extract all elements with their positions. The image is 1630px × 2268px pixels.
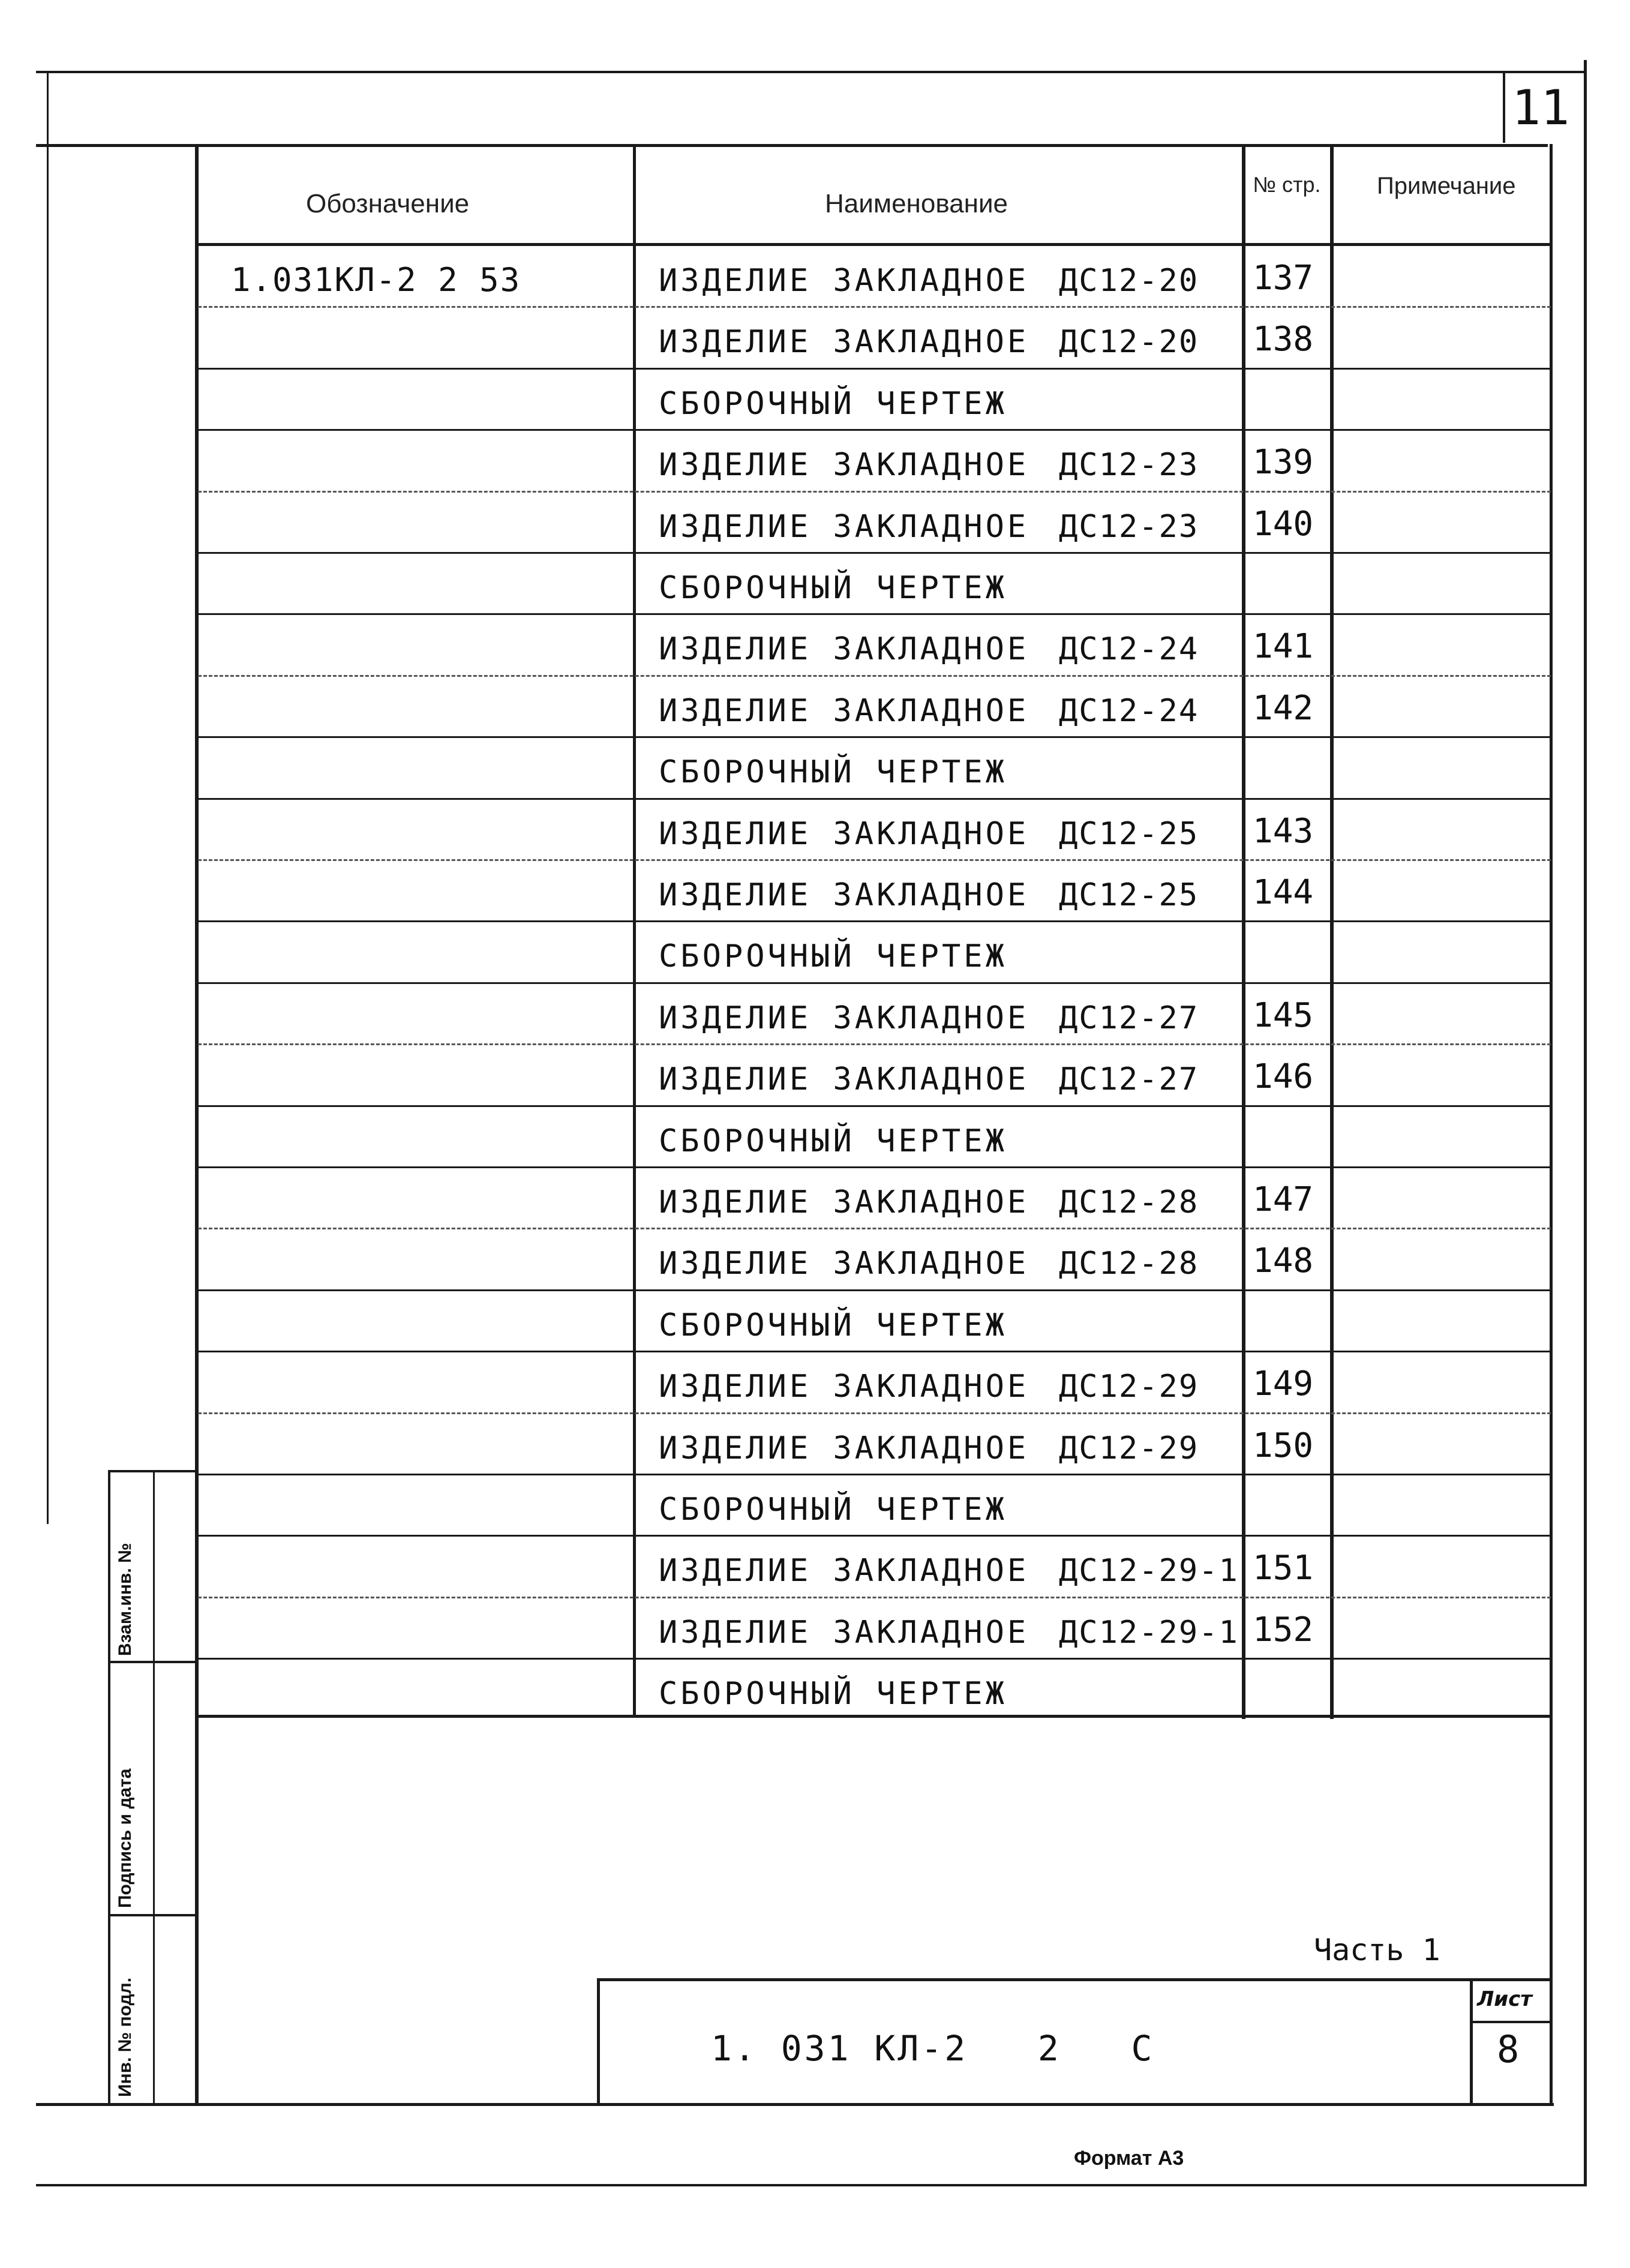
row-separator — [198, 1412, 1551, 1414]
row-page: 145 — [1253, 995, 1314, 1035]
frame-far-left — [47, 72, 49, 1524]
row-separator — [198, 1166, 1551, 1168]
title-block-sheet-sep — [1470, 1978, 1473, 2106]
row-code: ДС12-27 — [1059, 1061, 1199, 1098]
row-name: ИЗДЕЛИЕ ЗАКЛАДНОЕ — [659, 447, 1029, 484]
row-separator — [198, 1474, 1551, 1475]
row-separator — [198, 1289, 1551, 1291]
frame-top-inner — [36, 144, 1548, 147]
row-name: СБОРОЧНЫЙ ЧЕРТЕЖ — [659, 938, 1007, 975]
row-name: ИЗДЕЛИЕ ЗАКЛАДНОЕ — [659, 1553, 1029, 1589]
row-page: 138 — [1253, 320, 1314, 359]
part-label: Часть 1 — [1314, 1933, 1440, 1967]
page-number: 11 — [1512, 80, 1570, 136]
side-strip-mid — [153, 1470, 155, 2106]
row-name: ИЗДЕЛИЕ ЗАКЛАДНОЕ — [659, 1369, 1029, 1405]
row-separator — [198, 1105, 1551, 1107]
title-block-sheet-mid — [1470, 2021, 1551, 2023]
document-code: 1. 031 КЛ-2 2 С — [711, 2028, 1155, 2069]
row-page: 140 — [1253, 504, 1314, 544]
title-block-left — [597, 1978, 600, 2106]
row-code: ДС12-25 — [1059, 815, 1199, 852]
row-name: ИЗДЕЛИЕ ЗАКЛАДНОЕ — [659, 1184, 1029, 1220]
row-code: ДС12-23 — [1059, 508, 1199, 545]
row-separator — [198, 1043, 1551, 1045]
row-code: ДС12-29-1 — [1059, 1614, 1239, 1651]
row-separator — [198, 920, 1551, 922]
row-name: ИЗДЕЛИЕ ЗАКЛАДНОЕ — [659, 1246, 1029, 1282]
row-page: 139 — [1253, 443, 1314, 482]
row-separator — [198, 491, 1551, 493]
row-page: 141 — [1253, 627, 1314, 667]
format-label: Формат А3 — [1074, 2147, 1184, 2170]
frame-left — [195, 144, 199, 2106]
header-designation: Обозначение — [306, 189, 470, 218]
row-code: ДС12-27 — [1059, 1000, 1199, 1036]
row-code: ДС12-24 — [1059, 692, 1199, 729]
row-separator — [198, 736, 1551, 738]
row-name: ИЗДЕЛИЕ ЗАКЛАДНОЕ — [659, 692, 1029, 729]
sheet-label: Лист — [1477, 1987, 1532, 2011]
row-page: 143 — [1253, 811, 1314, 851]
frame-bottom — [36, 2103, 1554, 2106]
row-separator — [198, 675, 1551, 677]
row-name: СБОРОЧНЫЙ ЧЕРТЕЖ — [659, 570, 1007, 606]
header-bottom — [198, 243, 1551, 246]
row-separator — [198, 552, 1551, 554]
row-name: СБОРОЧНЫЙ ЧЕРТЕЖ — [659, 1307, 1007, 1343]
row-code: ДС12-29 — [1059, 1430, 1199, 1466]
row-name: СБОРОЧНЫЙ ЧЕРТЕЖ — [659, 1123, 1007, 1159]
row-page: 147 — [1253, 1180, 1314, 1219]
row-name: ИЗДЕЛИЕ ЗАКЛАДНОЕ — [659, 631, 1029, 668]
row-code: ДС12-28 — [1059, 1246, 1199, 1282]
row-page: 150 — [1253, 1426, 1314, 1465]
row-separator — [198, 1351, 1551, 1352]
frame-bottom-outer — [36, 2184, 1587, 2186]
row-separator — [198, 613, 1551, 615]
sheet-number: 8 — [1497, 2027, 1520, 2071]
row-name: ИЗДЕЛИЕ ЗАКЛАДНОЕ — [659, 1430, 1029, 1466]
row-page: 144 — [1253, 873, 1314, 912]
row-name: ИЗДЕЛИЕ ЗАКЛАДНОЕ — [659, 815, 1029, 852]
row-separator — [198, 982, 1551, 984]
row-code: ДС12-20 — [1059, 263, 1199, 299]
row-separator — [198, 429, 1551, 431]
side-strip-left — [108, 1470, 110, 2106]
row-name: ИЗДЕЛИЕ ЗАКЛАДНОЕ — [659, 263, 1029, 299]
row-code: ДС12-23 — [1059, 447, 1199, 484]
row-separator — [198, 859, 1551, 861]
header-page-no: № стр. — [1253, 172, 1321, 197]
title-block-top — [597, 1978, 1551, 1981]
row-code: ДС12-29 — [1059, 1369, 1199, 1405]
row-separator — [198, 1597, 1551, 1598]
col-sep-1 — [633, 144, 636, 1716]
row-page: 142 — [1253, 688, 1314, 728]
side-strip-sep1 — [108, 1661, 198, 1663]
row-page: 146 — [1253, 1057, 1314, 1097]
row-designation: 1.031КЛ-2 2 53 — [231, 261, 521, 299]
side-strip-sep2 — [108, 1914, 198, 1916]
row-code: ДС12-24 — [1059, 631, 1199, 668]
frame-right-inner — [1550, 144, 1553, 2106]
row-name: СБОРОЧНЫЙ ЧЕРТЕЖ — [659, 1676, 1007, 1712]
page-num-box-left — [1503, 71, 1505, 143]
row-page: 152 — [1253, 1610, 1314, 1649]
row-separator — [198, 1228, 1551, 1229]
row-separator — [198, 306, 1551, 308]
header-name: Наименование — [825, 189, 1008, 218]
header-note: Примечание — [1377, 173, 1516, 199]
row-separator — [198, 1535, 1551, 1537]
row-name: ИЗДЕЛИЕ ЗАКЛАДНОЕ — [659, 324, 1029, 361]
row-name: СБОРОЧНЫЙ ЧЕРТЕЖ — [659, 1492, 1007, 1528]
row-name: СБОРОЧНЫЙ ЧЕРТЕЖ — [659, 754, 1007, 791]
col-sep-3 — [1330, 144, 1334, 1719]
frame-right — [1584, 60, 1587, 2184]
row-name: ИЗДЕЛИЕ ЗАКЛАДНОЕ — [659, 1061, 1029, 1098]
row-code: ДС12-25 — [1059, 877, 1199, 913]
row-separator — [198, 368, 1551, 370]
row-page: 137 — [1253, 259, 1314, 298]
row-page: 149 — [1253, 1364, 1314, 1404]
row-code: ДС12-28 — [1059, 1184, 1199, 1220]
row-code: ДС12-20 — [1059, 324, 1199, 361]
row-page: 151 — [1253, 1549, 1314, 1588]
frame-top — [36, 71, 1587, 73]
row-code: ДС12-29-1 — [1059, 1553, 1239, 1589]
side-strip-top — [108, 1470, 198, 1472]
row-separator — [198, 1658, 1551, 1660]
row-name: ИЗДЕЛИЕ ЗАКЛАДНОЕ — [659, 877, 1029, 913]
row-name: ИЗДЕЛИЕ ЗАКЛАДНОЕ — [659, 508, 1029, 545]
row-separator — [198, 798, 1551, 800]
row-name: ИЗДЕЛИЕ ЗАКЛАДНОЕ — [659, 1000, 1029, 1036]
side-label-inv-no: Взам.инв. № — [115, 1543, 135, 1656]
table-bottom — [198, 1715, 1551, 1718]
row-name: ИЗДЕЛИЕ ЗАКЛАДНОЕ — [659, 1614, 1029, 1651]
row-name: СБОРОЧНЫЙ ЧЕРТЕЖ — [659, 385, 1007, 422]
side-label-inv-no-orig: Инв. № подл. — [115, 1977, 135, 2097]
row-page: 148 — [1253, 1241, 1314, 1281]
col-sep-2 — [1242, 144, 1245, 1719]
side-label-signature-date: Подпись и дата — [115, 1768, 135, 1908]
